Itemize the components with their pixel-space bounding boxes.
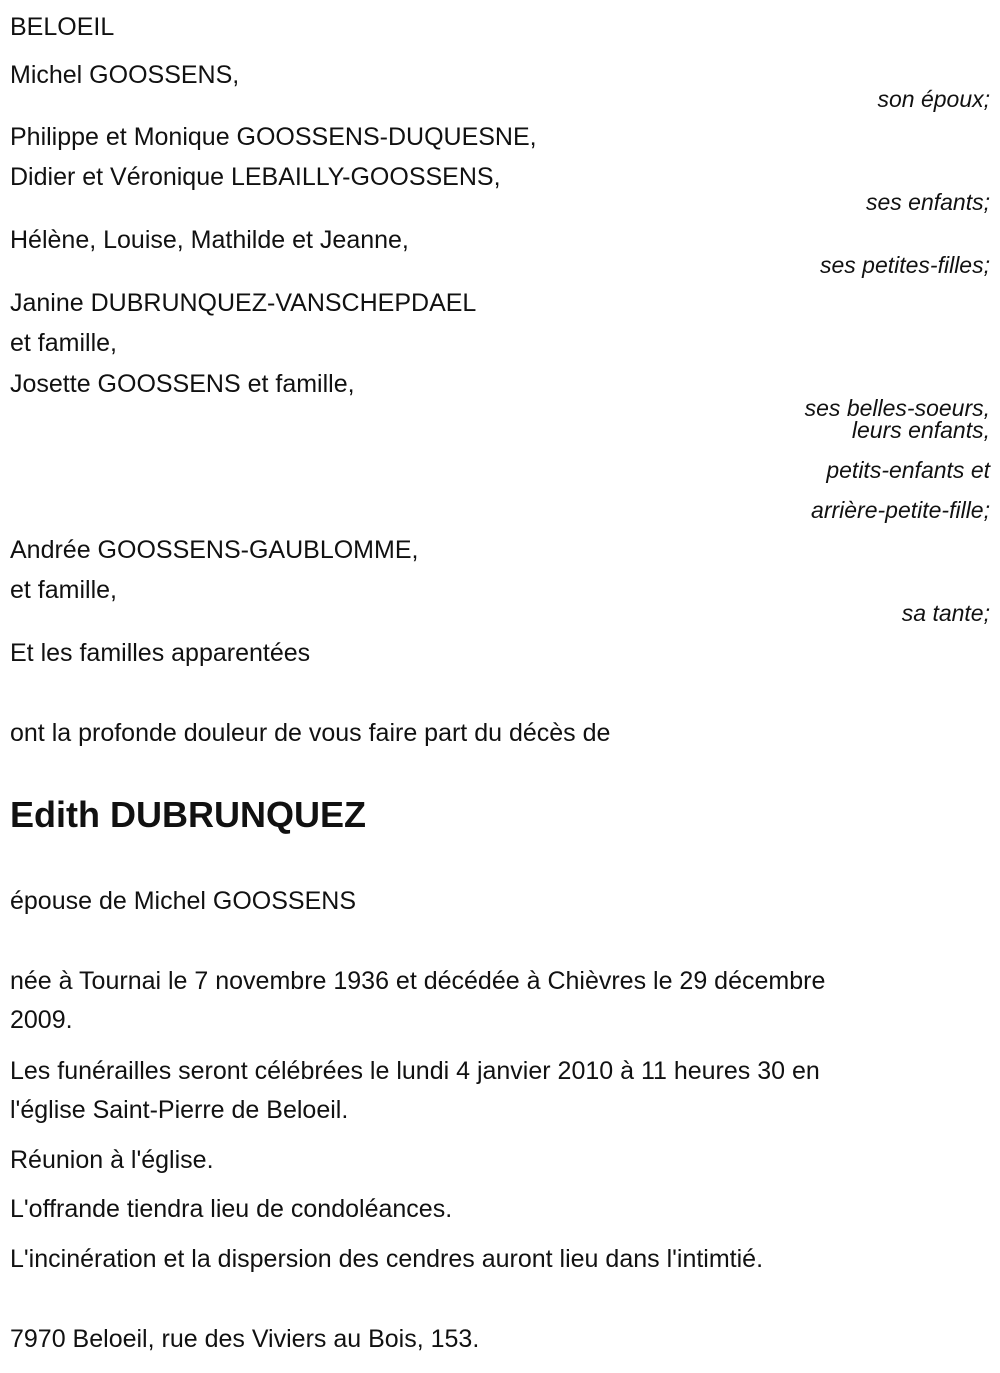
funeral-line-1: Les funérailles seront célébrées le lundi 4 janvier 2010 à 11 heures 30 en [10, 1057, 820, 1085]
birth-death-line-2: 2009. [10, 1006, 73, 1034]
offering: L'offrande tiendra lieu de condoléances. [10, 1195, 453, 1223]
sisters-in-law-role-4: arrière-petite-fille; [811, 497, 990, 523]
child-2: Didier et Véronique LEBAILLY-GOOSSENS, [10, 163, 501, 191]
aunt-family: et famille, [10, 576, 117, 604]
aunt-name: Andrée GOOSSENS-GAUBLOMME, [10, 536, 419, 564]
location-heading: BELOEIL [10, 13, 115, 41]
granddaughters: Hélène, Louise, Mathilde et Jeanne, [10, 226, 409, 254]
meeting: Réunion à l'église. [10, 1146, 214, 1174]
funeral-line-2: l'église Saint-Pierre de Beloeil. [10, 1096, 349, 1124]
sister-in-law-1-family: et famille, [10, 329, 117, 357]
spouse-of: épouse de Michel GOOSSENS [10, 887, 356, 915]
sister-in-law-2: Josette GOOSSENS et famille, [10, 370, 355, 398]
relatives: Et les familles apparentées [10, 639, 311, 667]
birth-death-line-1: née à Tournai le 7 novembre 1936 et décédée à Chièvres le 29 décembre [10, 967, 826, 995]
aunt-role: sa tante; [901, 600, 990, 626]
sisters-in-law-role-2: leurs enfants, [851, 417, 990, 443]
spouse-name: Michel GOOSSENS, [10, 61, 240, 89]
child-1: Philippe et Monique GOOSSENS-DUQUESNE, [10, 123, 537, 151]
granddaughters-role: ses petites-filles; [819, 252, 990, 278]
announcement: ont la profonde douleur de vous faire part du décès de [10, 719, 611, 747]
sisters-in-law-role-1: ses belles-soeurs, [804, 395, 990, 421]
children-role: ses enfants; [865, 189, 990, 215]
spouse-role: son époux; [877, 86, 990, 112]
address: 7970 Beloeil, rue des Viviers au Bois, 153. [10, 1325, 480, 1353]
cremation: L'incinération et la dispersion des cendres auront lieu dans l'intimtié. [10, 1245, 764, 1273]
sister-in-law-1: Janine DUBRUNQUEZ-VANSCHEPDAEL [10, 289, 477, 317]
deceased-name: Edith DUBRUNQUEZ [10, 794, 366, 835]
sisters-in-law-role-3: petits-enfants et [826, 457, 990, 483]
